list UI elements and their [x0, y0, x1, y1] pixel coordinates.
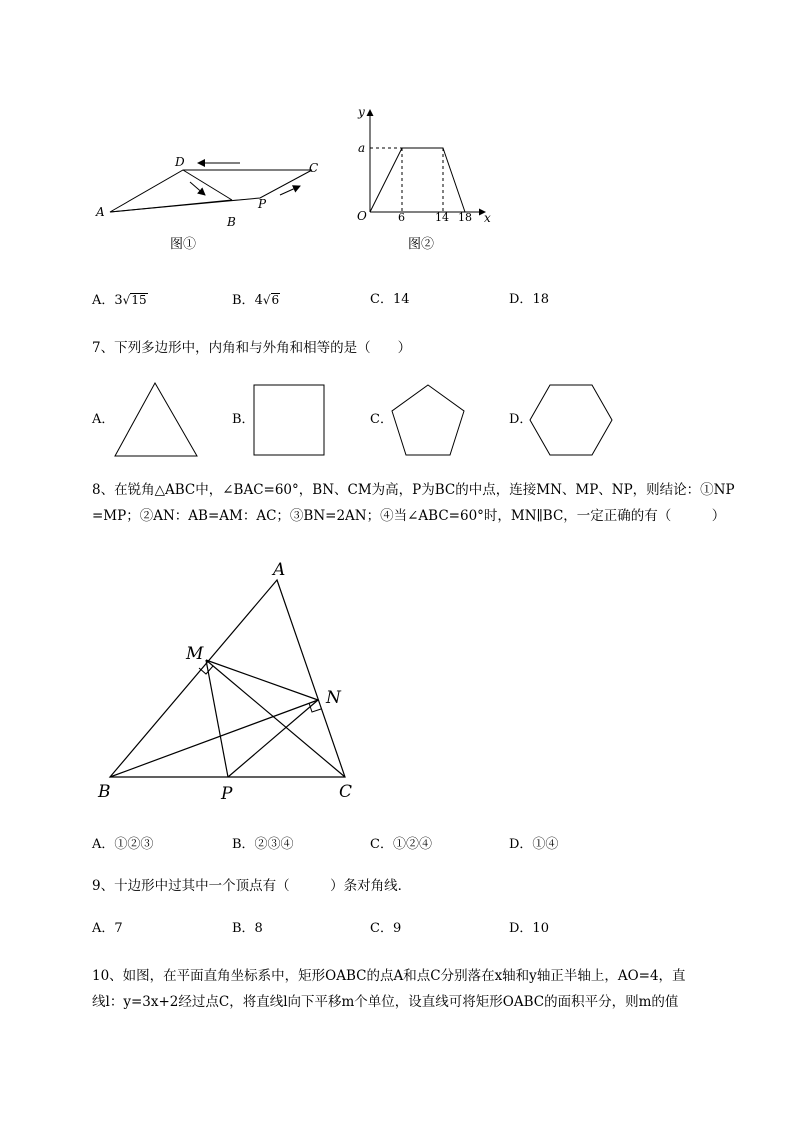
option-coef: 4	[254, 293, 263, 308]
q6-option-b	[232, 290, 280, 311]
label-O: O	[357, 209, 367, 223]
option-letter: B．	[232, 293, 255, 308]
tick-14: 14	[435, 211, 449, 224]
segment-CM	[206, 660, 345, 777]
segment-MN	[206, 660, 318, 700]
option-radicand: 15	[131, 293, 147, 307]
option-value: 14	[392, 292, 410, 307]
figure-q8	[90, 555, 370, 805]
caption-fig1: 图①	[170, 237, 197, 252]
q7-option-d-letter: D．	[509, 412, 533, 427]
right-angle-M	[199, 666, 213, 674]
q9-option-c: C．9	[370, 921, 402, 936]
segment-NP	[228, 700, 318, 777]
label-P: P	[221, 784, 233, 804]
q7-option-c-letter: C．	[370, 412, 393, 427]
sqrt-icon: √	[262, 293, 271, 307]
tick-6: 6	[398, 211, 405, 224]
label-x: x	[484, 211, 491, 225]
q8-option-b: B．②③④	[232, 837, 294, 852]
label-A: A	[96, 205, 105, 219]
caption-fig2: 图②	[408, 237, 435, 252]
option-letter: A．	[92, 293, 115, 308]
label-N: N	[326, 688, 341, 708]
sqrt-icon: √	[122, 293, 131, 307]
q6-option-a	[92, 290, 148, 311]
hexagon-shape	[528, 383, 614, 457]
option-value: 18	[532, 292, 549, 307]
q6-option-d	[509, 290, 549, 310]
q8-option-d: D．①④	[509, 837, 559, 852]
q8-option-c: C．①②④	[370, 837, 432, 852]
q10-line2: 线l：y=3x+2经过点C，将直线l向下平移m个单位，设直线可将矩形OABC的面积平分，则m的值	[92, 994, 679, 1010]
q9-option-d: D．10	[509, 921, 549, 936]
q9-option-a: A．7	[92, 921, 123, 936]
q8-option-a: A．①②③	[92, 837, 154, 852]
figure-1	[90, 150, 330, 260]
q9-option-b: B．8	[232, 921, 263, 936]
arrow-right	[280, 186, 300, 195]
label-C: C	[339, 782, 353, 802]
q7-option-b-letter: B．	[232, 412, 255, 427]
pentagon-shape	[388, 383, 468, 457]
q9-stem: 9、十边形中过其中一个顶点有（ ）条对角线．	[92, 878, 412, 894]
option-radicand: 6	[271, 293, 280, 307]
q8-line2: =MP；②AN：AB=AM：AC；③BN=2AN；④当∠ABC=60°时，MN∥BC，一定正确的有（ ）	[92, 508, 726, 524]
q7-stem: 7、下列多边形中，内角和与外角和相等的是（ ）	[92, 340, 412, 356]
label-P: P	[258, 197, 267, 211]
square-shape	[252, 383, 326, 457]
q8-line1: 8、在锐角△ABC中，∠BAC=60°，BN、CM为高，P为BC的中点，连接MN、MP、NP，则结论：①NP	[92, 482, 735, 498]
parallelogram-ABCD	[110, 170, 312, 212]
label-D: D	[175, 155, 185, 169]
option-letter: D．	[509, 292, 533, 307]
arrow-down	[190, 182, 205, 195]
q6-option-c	[370, 290, 410, 310]
option-coef: 3	[114, 293, 123, 308]
graph-line	[370, 148, 465, 212]
q10-line1: 10、如图，在平面直角坐标系中，矩形OABC的点A和点C分别落在x轴和y轴正半轴上，AO=4，直	[92, 968, 686, 984]
segment-BN	[110, 700, 318, 777]
triangle-shape	[112, 380, 202, 460]
figure-2	[350, 100, 510, 260]
segment-MP	[206, 660, 228, 777]
label-M: M	[186, 644, 204, 664]
q7-option-a-letter: A．	[92, 412, 115, 427]
label-B: B	[227, 215, 236, 229]
label-B: B	[98, 782, 111, 802]
option-letter: C．	[370, 292, 393, 307]
tick-18: 18	[458, 211, 472, 224]
label-y: y	[358, 105, 365, 119]
label-a: a	[358, 141, 366, 155]
segment-DB	[183, 170, 232, 200]
label-A: A	[273, 560, 286, 580]
label-C: C	[309, 161, 319, 175]
right-angle-N	[309, 703, 321, 712]
